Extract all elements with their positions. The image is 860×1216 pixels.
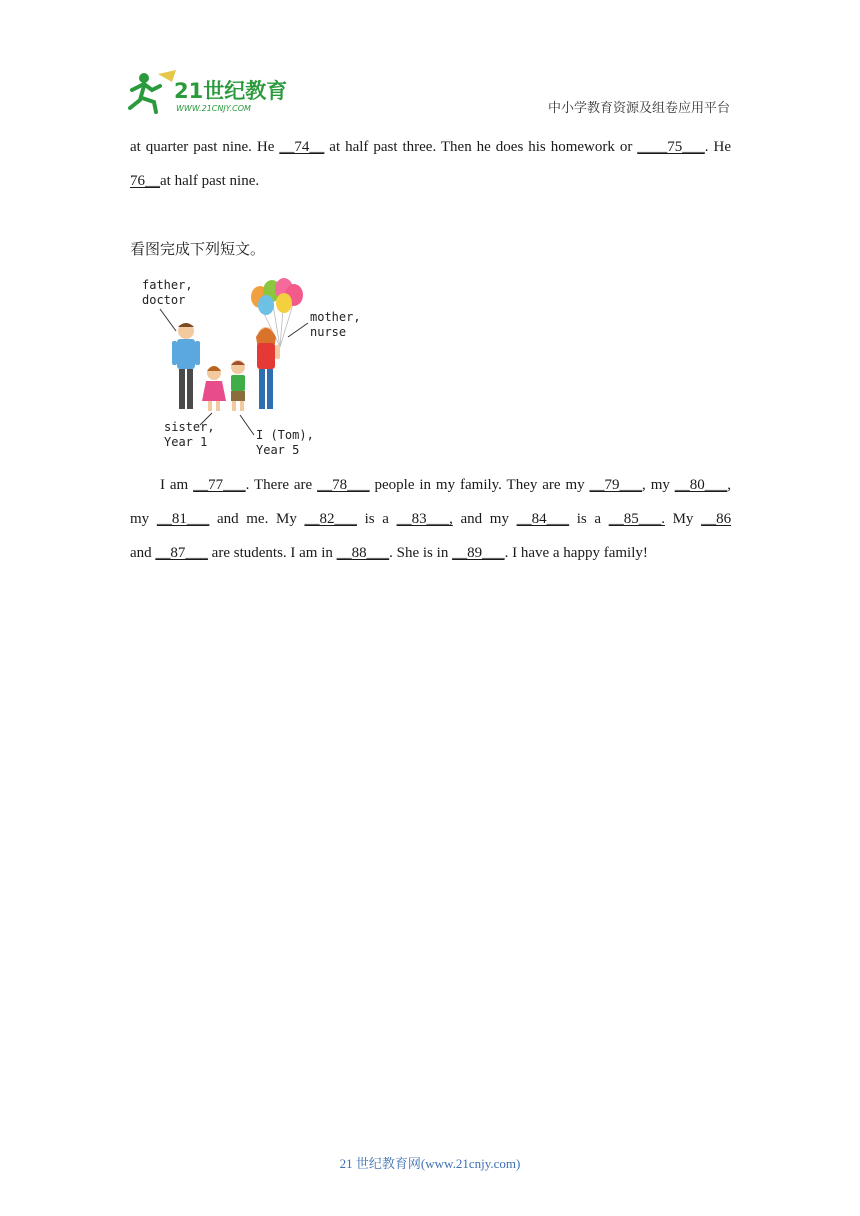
text-segment: are students. I am in xyxy=(207,545,337,561)
text-segment: , xyxy=(727,477,732,493)
blank-88[interactable]: __88___ xyxy=(336,545,390,561)
text-segment: me. xyxy=(246,511,269,527)
sister-label-line-1: sister, xyxy=(164,420,215,434)
tom-figure xyxy=(231,360,245,411)
text-segment: My xyxy=(275,511,297,527)
passage-2-line-3 xyxy=(130,536,731,570)
sister-label-line-2: Year 1 xyxy=(164,435,208,449)
header-platform-text: 中小学教育资源及组卷应用平台 xyxy=(547,101,730,116)
blank-86[interactable]: __86 xyxy=(701,511,732,527)
tom-label-line-1: I (Tom), xyxy=(256,428,314,442)
blank-82[interactable]: __82___ xyxy=(304,511,357,527)
blank-84[interactable]: __84___ xyxy=(516,511,570,527)
text-segment: at half past three. Then he does his homework or xyxy=(324,139,638,155)
mother-label-line-2: nurse xyxy=(310,325,347,339)
passage-1 xyxy=(130,130,731,198)
blank-85[interactable]: __85___. xyxy=(608,511,665,527)
blank-81[interactable]: __81___ xyxy=(156,511,210,527)
blank-83[interactable]: __83___, xyxy=(396,511,453,527)
runner-logo-icon xyxy=(122,68,292,116)
text-segment: is xyxy=(576,511,587,527)
blank-78[interactable]: __78___ xyxy=(317,477,370,493)
logo-url: WWW.21CNJY.COM xyxy=(176,104,251,113)
brand-logo xyxy=(122,68,292,116)
footer-source: 21 世纪教育网(www.21cnjy.com) xyxy=(339,1156,521,1171)
text-segment: my xyxy=(489,511,509,527)
text-segment: people in my family. They are my xyxy=(369,477,590,493)
text-segment: , my xyxy=(642,477,675,493)
text-segment: a xyxy=(382,511,389,527)
text-segment: My xyxy=(672,511,694,527)
passage-2-line-1 xyxy=(130,468,731,502)
text-segment: a xyxy=(594,511,602,527)
text-segment: at quarter past nine. He xyxy=(130,139,280,155)
logo-title: 21世纪教育 xyxy=(174,79,288,103)
passage-1-line-2 xyxy=(130,164,731,198)
blank-77[interactable]: __77___ xyxy=(193,477,246,493)
mother-label-line-1: mother, xyxy=(310,310,361,324)
text-segment: at half past nine. xyxy=(160,173,260,189)
passage-2-line-2 xyxy=(130,502,731,536)
text-segment: is xyxy=(364,511,375,527)
father-figure xyxy=(172,323,200,409)
text-segment: I am xyxy=(160,477,194,493)
blank-79[interactable]: __79___ xyxy=(589,477,643,493)
blank-76[interactable]: 76__ xyxy=(130,173,160,189)
text-segment: . There are xyxy=(245,477,318,493)
tom-label-line-2: Year 5 xyxy=(256,443,300,457)
father-label-line-2: doctor xyxy=(142,293,186,307)
section-title: 看图完成下列短文。 xyxy=(130,240,266,258)
text-segment: . She is in xyxy=(389,545,453,561)
text-segment: my xyxy=(130,511,150,527)
text-segment: . I have a happy family! xyxy=(504,545,648,561)
text-segment: and xyxy=(130,545,156,561)
blank-89[interactable]: __89___ xyxy=(452,545,505,561)
passage-1-line-1 xyxy=(130,130,731,164)
text-segment: . He xyxy=(704,139,731,155)
text-segment: and xyxy=(216,511,239,527)
blank-75[interactable]: ____75___ xyxy=(637,139,705,155)
passage-2 xyxy=(130,468,731,570)
blank-87[interactable]: __87___ xyxy=(155,545,208,561)
father-label-line-1: father, xyxy=(142,278,193,292)
family-illustration xyxy=(138,275,363,465)
blank-74[interactable]: __74__ xyxy=(279,139,325,155)
sister-figure xyxy=(202,366,226,411)
text-segment: and xyxy=(460,511,483,527)
blank-80[interactable]: __80___ xyxy=(674,477,728,493)
